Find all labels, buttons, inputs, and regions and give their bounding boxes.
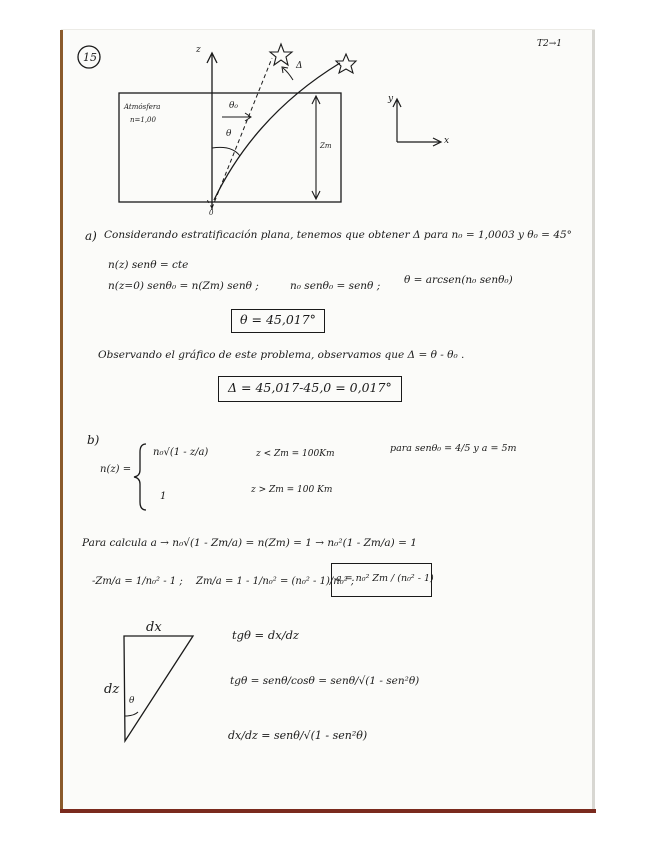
x-axis-label: x (444, 136, 450, 146)
refracted-ray-curve (214, 63, 340, 200)
triangle-theta-arc (125, 712, 138, 716)
triangle-dx-label: dx (146, 620, 162, 635)
derivation-step-2: Zm/a = 1 - 1/n₀² = (n₀² - 1)/n₀² ; (196, 576, 355, 587)
snell-equation: n(z=0) senθ₀ = n(Zm) senθ ; (108, 280, 259, 292)
delta-observation: Observando el gráfico de este problema, observamos que Δ = θ - θ₀ . (98, 349, 465, 361)
part-b-label: b) (87, 433, 100, 447)
delta-arrow (283, 68, 293, 80)
derivation-step-1: -Zm/a = 1/n₀² - 1 ; (92, 576, 183, 587)
triangle-dz-label: dz (104, 682, 120, 697)
delta-result: Δ = 45,017-45,0 = 0,017° (228, 380, 392, 395)
origin-label: 0 (209, 209, 214, 217)
case2-condition: z > Zm = 100 Km (251, 485, 333, 495)
tan-theta-equation: tgθ = dx/dz (232, 628, 299, 642)
theta-formula: θ = arcsen(n₀ senθ₀) (404, 274, 513, 286)
theta-result: θ = 45,017° (240, 312, 316, 327)
true-star-icon (336, 54, 356, 73)
zm-label: Zm (320, 142, 332, 150)
dx-dz-triangle (124, 636, 193, 741)
part-b-parameters: para senθ₀ = 4/5 y a = 5m (390, 443, 517, 454)
triangle-theta-label: θ (129, 696, 135, 706)
calc-a-line: Para calcula a → n₀√(1 - Zm/a) = n(Zm) = 1 → n₀²(1 - Zm/a) = 1 (82, 537, 417, 549)
refractive-index-label: n=1,00 (130, 116, 156, 124)
problem-number: 15 (83, 51, 97, 64)
atmosphere-label: Atmósfera (124, 103, 161, 111)
delta-label: Δ (296, 61, 303, 71)
snell-invariant: n(z) senθ = cte (108, 259, 189, 271)
snell-simplified: n₀ senθ₀ = senθ ; (290, 280, 381, 292)
part-a-label: a) (85, 229, 97, 243)
z-axis-label: z (196, 45, 201, 55)
part-a-statement: Considerando estratificación plana, tenemos que obtener Δ para n₀ = 1,0003 y θ₀ = 45° (104, 229, 572, 241)
corner-note: T2→1 (537, 39, 562, 49)
tan-theta-expansion: tgθ = senθ/cosθ = senθ/√(1 - sen²θ) (230, 675, 420, 687)
dx-dz-equation: dx/dz = senθ/√(1 - sen²θ) (228, 729, 368, 742)
case2-expression: 1 (160, 491, 167, 502)
theta0-label: θ₀ (229, 101, 239, 111)
y-axis-label: y (388, 94, 394, 104)
ray-extension (206, 198, 212, 208)
piecewise-brace (134, 444, 146, 510)
apparent-star-icon (270, 44, 292, 65)
theta-label: θ (226, 129, 232, 139)
case1-condition: z < Zm = 100Km (256, 449, 335, 459)
a-formula: a = n₀² Zm / (n₀² - 1) (336, 573, 434, 584)
n-of-z-label: n(z) = (100, 464, 132, 475)
case1-expression: n₀√(1 - z/a) (153, 447, 209, 458)
